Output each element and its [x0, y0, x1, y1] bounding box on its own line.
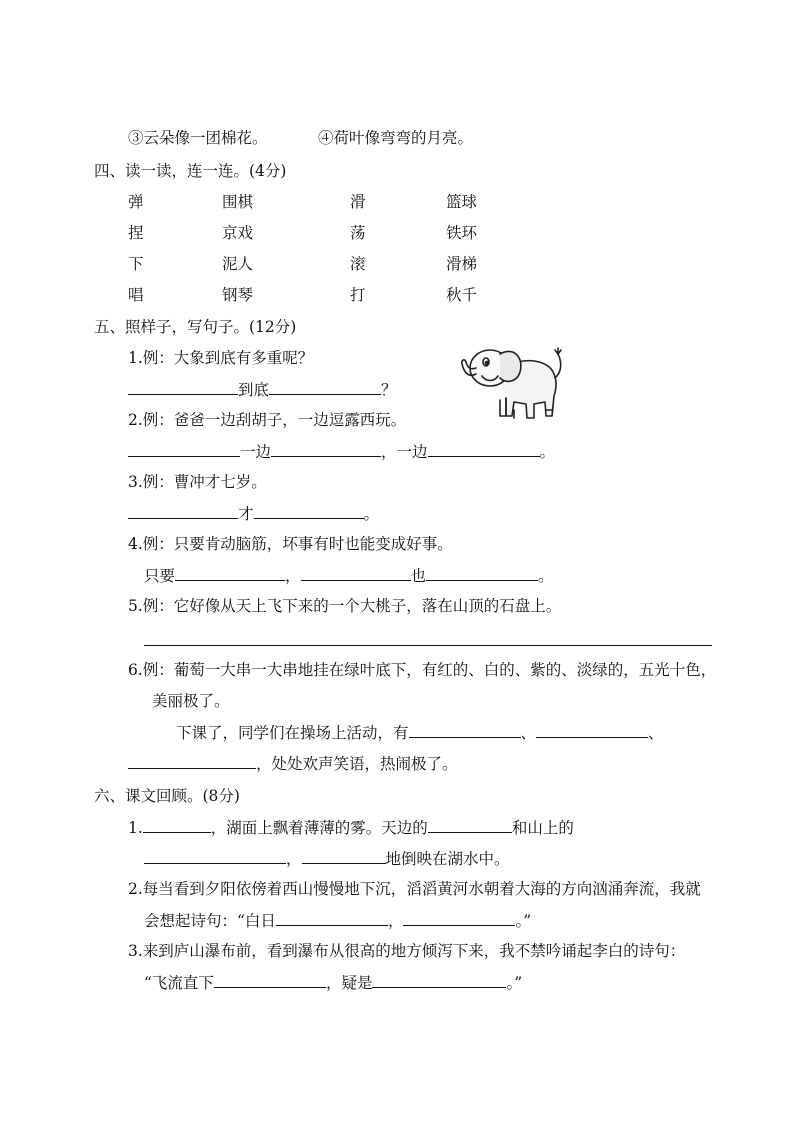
answer-blank[interactable] — [428, 441, 540, 457]
answer-blank[interactable] — [254, 503, 364, 519]
answer-blank[interactable] — [128, 379, 238, 395]
section-4-title: 四、读一读，连一连。(4分) — [94, 162, 287, 180]
answer-blank[interactable] — [536, 722, 648, 738]
q5-3-end: 。 — [363, 505, 380, 523]
q5-4-answer — [144, 565, 554, 586]
q5-6-prompt — [176, 722, 664, 743]
q6-3-b: ，疑是 — [325, 974, 373, 992]
q5-1-end: ？ — [381, 381, 397, 399]
q6-3-line1: 3.来到庐山瀑布前，看到瀑布从很高的地方倾泻下来，我不禁吟诵起李白的诗句： — [128, 942, 686, 960]
q5-2-mid2: ，一边 — [381, 443, 428, 461]
q5-1-example: 1.例：大象到底有多重呢？ — [128, 349, 314, 367]
answer-blank[interactable] — [269, 379, 381, 395]
match-cell: 打 — [350, 286, 366, 304]
q5-2-example: 2.例：爸爸一边刮胡子，一边逗露西玩。 — [128, 411, 407, 429]
match-cell: 荡 — [350, 224, 366, 242]
q5-2-end: 。 — [539, 443, 556, 461]
elephant-icon — [454, 338, 570, 424]
section-6-title: 六、课文回顾。(8分) — [94, 787, 240, 805]
match-cell: 唱 — [128, 286, 144, 304]
q5-6-end: ，处处欢声笑语，热闹极了。 — [256, 755, 458, 773]
q6-2-c: 。” — [515, 912, 532, 930]
q6-3-c: 。” — [506, 974, 523, 992]
answer-blank[interactable] — [271, 441, 381, 457]
answer-blank[interactable] — [302, 848, 386, 864]
answer-blank[interactable] — [175, 565, 285, 581]
match-cell: 泥人 — [222, 255, 254, 273]
q5-6-sep2: 、 — [648, 724, 664, 742]
section-5-title: 五、照样子，写句子。(12分) — [94, 318, 297, 336]
answer-blank[interactable] — [144, 848, 286, 864]
match-cell: 钢琴 — [222, 286, 254, 304]
match-cell: 滚 — [350, 255, 366, 273]
answer-blank[interactable] — [372, 972, 506, 988]
q5-2-mid1: 一边 — [240, 443, 272, 461]
q5-4-start: 只要 — [144, 567, 176, 585]
q5-6-answer-line2 — [128, 753, 458, 774]
q6-2-line2 — [144, 910, 531, 931]
match-cell: 篮球 — [446, 193, 478, 211]
answer-blank[interactable] — [426, 565, 538, 581]
match-cell: 铁环 — [446, 224, 478, 242]
match-cell: 滑梯 — [446, 255, 478, 273]
option-3: ③云朵像一团棉花。 — [128, 129, 268, 147]
q5-1-mid: 到底 — [238, 381, 270, 399]
match-cell: 围棋 — [222, 193, 254, 211]
option-4: ④荷叶像弯弯的月亮。 — [318, 129, 474, 147]
q6-3-line2 — [144, 972, 522, 993]
answer-blank[interactable] — [128, 441, 240, 457]
q6-1-line2 — [144, 848, 510, 869]
match-cell: 捏 — [128, 224, 144, 242]
answer-blank[interactable] — [143, 817, 211, 833]
answer-blank[interactable] — [428, 817, 512, 833]
q5-6-example-line2: 美丽极了。 — [152, 692, 230, 710]
match-cell: 滑 — [350, 193, 366, 211]
q6-2-b: ， — [387, 912, 404, 930]
answer-blank[interactable] — [276, 910, 388, 926]
match-cell: 下 — [128, 255, 144, 273]
answer-blank[interactable] — [403, 910, 515, 926]
q5-1-answer — [128, 379, 397, 400]
q5-3-mid: 才 — [238, 505, 254, 523]
match-cell: 京戏 — [222, 224, 254, 242]
q6-1-line1 — [128, 817, 574, 838]
q5-4-end: 。 — [538, 567, 554, 585]
answer-blank[interactable] — [214, 972, 326, 988]
q5-6-sep1: 、 — [520, 724, 537, 742]
q6-2-line1: 2.每当看到夕阳依傍着西山慢慢地下沉，滔滔黄河水朝着大海的方向汹涌奔流，我就 — [128, 880, 701, 898]
q6-1-text4: 地倒映在湖水中。 — [385, 850, 510, 868]
match-cell: 弹 — [128, 193, 144, 211]
q6-1-num: 1. — [128, 819, 143, 837]
q6-2-a: 会想起诗句：“白日 — [144, 912, 276, 930]
q5-6-prompt-text: 下课了，同学们在操场上活动，有 — [176, 724, 409, 742]
match-cell: 秋千 — [446, 286, 478, 304]
q5-6-example-line1: 6.例：葡萄一大串一大串地挂在绿叶底下，有红的、白的、紫的、淡绿的，五光十色， — [128, 661, 717, 679]
answer-line[interactable] — [144, 645, 712, 646]
answer-blank[interactable] — [409, 722, 521, 738]
q5-2-answer — [128, 441, 555, 462]
q5-4-mid2: 也 — [410, 567, 427, 585]
q6-1-text3: ， — [286, 850, 302, 868]
answer-blank[interactable] — [128, 503, 238, 519]
answer-blank[interactable] — [128, 753, 256, 769]
q5-4-mid1: ， — [285, 567, 301, 585]
q6-1-text1: ，湖面上飘着薄薄的雾。天边的 — [210, 819, 428, 837]
q5-3-answer — [128, 503, 379, 524]
q6-3-a: “飞流直下 — [144, 974, 214, 992]
q5-3-example: 3.例：曹冲才七岁。 — [128, 473, 267, 491]
q5-4-example: 4.例：只要肯动脑筋，坏事有时也能变成好事。 — [128, 535, 453, 553]
answer-blank[interactable] — [301, 565, 411, 581]
q6-1-text2: 和山上的 — [511, 819, 574, 837]
q5-5-example: 5.例：它好像从天上飞下来的一个大桃子，落在山顶的石盘上。 — [128, 597, 562, 615]
